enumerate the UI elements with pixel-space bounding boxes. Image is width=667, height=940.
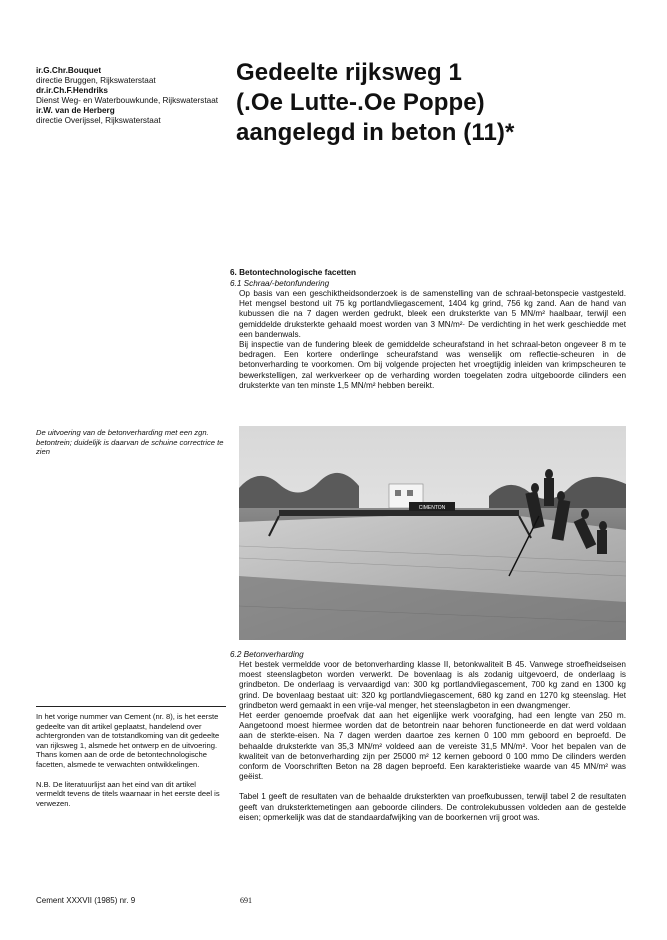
title-line-3: aangelegd in beton (11)* [236,119,515,146]
machine-sign: CIMENTON [418,505,446,511]
subsection-body [239,289,626,391]
intro-note [36,712,226,818]
paragraph: Bij inspectie van de fundering bleek de gemiddelde scheurafstand in het schraal-beton ongeveer 8 m te bedragen. Een kortere onderlinge scheurafstand was wenselijk om reflectie-scheuren in de betonverharding te voorkomen. Om bij volgende projecten het vroegtijdig inleiden van krimpscheuren te bewerkstelligen, zal werkverkeer op de verharding worden toegelaten zodra uitgeboorde cilinders een druksterkte van ten minste 1,5 MN/m² hebben bereikt. [239,340,626,390]
author-name: dr.ir.Ch.F.Hendriks [36,86,108,95]
divider [36,706,226,707]
author-name: ir.W. van de Herberg [36,106,115,115]
subsection-title: 6.2 Betonverharding [230,650,304,659]
title-line-1: Gedeelte rijksweg 1 [236,59,463,86]
subsection-title: 6.1 Schraa/-betonfundering [230,279,330,288]
paragraph: Het bestek vermeldde voor de betonverharding klasse II, betonkwaliteit B 45. Vanwege stroefheidseisen moest steenslagbeton worden verwerkt. De bovenlaag is als zodanig uitgevoerd, de onderlaag is grindbeton. De onderlaag is vervaardigd van: 300 kg portlandvliegascement, 700 kg zand en 1300 kg grind. De bovenlaag bestaat uit: 320 kg portlandvliegascement, 680 kg zand en 1270 kg steenslag. Het grindbeton werd gemaakt in een vrije-val menger, het steenslagbeton in een dwangmenger. [239,660,626,710]
section-heading: 6. Betontechnologische facetten [230,268,357,277]
intro-note-paragraph: N.B. De literatuurlijst aan het eind van dit artikel vermeldt tevens de titels waarnaar in het eerste deel is verwezen. [36,779,220,808]
article-title [236,58,636,148]
author-affiliation: directie Bruggen, Rijkswaterstaat [36,76,156,85]
title-line-2: (.Oe Lutte-.Oe Poppe) [236,89,485,116]
page-number: 691 [240,896,252,905]
intro-paragraph: In het vorige nummer van Cement (nr. 8), is het eerste gedeelte van dit artikel geplaatst, handelend over achtergronden van de totstandkoming van dit gedeelte van rijksweg 1, alsmede het ontwerp en de uitvoering. Thans komen aan de orde de betontechnologische facetten, alsmede te verwachten ontwikkelingen. [36,712,220,769]
photo-caption: De uitvoering van de betonverharding met een zgn. betontrein; duidelijk is daarvan de schuine correctrice te zien [36,428,224,457]
author-affiliation: Dienst Weg- en Waterbouwkunde, Rijkswaterstaat [36,96,219,105]
journal-reference: Cement XXXVII (1985) nr. 9 [36,896,136,905]
subsection-body [239,660,626,823]
paragraph: Het eerder genoemde proefvak dat aan het eigenlijke werk voorafging, had een lengte van 250 m. Aangetoond moest hiermee worden dat de betontrein naar behoren functioneerde en dat werd voldaan aan de sterkte-eisen. Na 7 dagen werden daartoe zes kernen 0 100 mm geboord en beproefd. De behaalde druksterkte van 35,3 MN/m² voldeed aan de vereiste 31,5 MN/m². Voor het bepalen van de kwaliteit van de betonverharding zijn per 25000 m² 12 kernen geboord 0 100 mmo De cilinders werden conform de Voorschriften Beton na 28 dagen beproefd. Een karakteristieke waarde van 45 MN/m² was geëist. [239,711,626,782]
author-name: ir.G.Chr.Bouquet [36,66,102,75]
construction-photo [239,426,626,640]
author-affiliation: directie Overijssel, Rijkswaterstaat [36,116,161,125]
author-list [36,66,226,126]
paragraph: Tabel 1 geeft de resultaten van de behaalde druksterkten van proefkubussen, terwijl tabel 2 de resultaten geeft van druksterktemetingen aan geboorde cilinders. De controlekubussen voldeden aan de gestelde eisen; opmerkelijk was dat de standaardafwijking van de boorkernen vrij groot was. [239,792,626,822]
paragraph: Op basis van een geschiktheidsonderzoek is de samenstelling van de schraal-betonspecie vastgesteld. Het mengsel bestond uit 75 kg portlandvliegascement, 1404 kg grind, 756 kg zand. Aan de hand van kubussen die na 7 dagen werden gedrukt, bleek een druksterkte van 5 MN/m² haalbaar, terwijl een gemiddelde druksterkte gehaald moest worden van 3 MN/m²· De verdichting in het werk geschiedde met een bandenwals. [239,289,626,339]
